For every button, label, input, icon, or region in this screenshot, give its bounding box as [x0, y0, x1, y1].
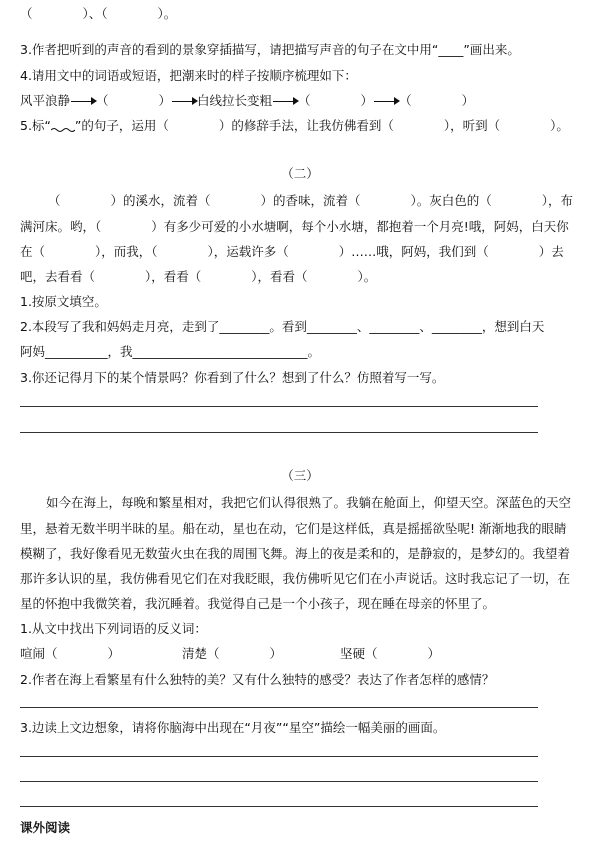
passage-line: 星的怀抱中我微笑着，我沉睡着。我觉得自己是一个小孩子，现在睡在母亲的怀里了。: [20, 596, 496, 611]
chain-step: （ ）: [298, 93, 374, 108]
answer-rule[interactable]: [20, 756, 538, 757]
passage-line: 里，悬着无数半明半昧的星。船在动，星也在动，它们是这样低，真是摇摇欲坠呢! 渐渐地我的眼睛: [20, 521, 567, 536]
chain-step: 风平浪静: [20, 93, 71, 108]
arrow-icon: [71, 101, 95, 102]
wavy-underline-icon: [51, 127, 75, 133]
passage-line: 模糊了，我好像看见无数萤火虫在我的周围飞舞。海上的夜是柔和的，是静寂的，是梦幻的。我望着: [20, 546, 571, 561]
question-3: 3.边读上文边想象，请将你脑海中出现在“月夜”“星空”描绘一幅美丽的画面。: [20, 720, 446, 735]
answer-rule[interactable]: [20, 432, 538, 433]
passage-line: 那许多认识的星，我仿佛看见它们在对我眨眼，我仿佛听见它们在小声说话。这时我忘记了一切，在: [20, 571, 571, 586]
question-3: 3.你还记得月下的某个情景吗？你看到了什么？想到了什么？仿照着写一写。: [20, 370, 445, 385]
answer-rule[interactable]: [20, 781, 538, 782]
chain-step: 白线拉长变粗: [197, 93, 273, 108]
chain-step: （ ）: [399, 93, 475, 108]
sequence-chain: [20, 93, 474, 109]
question-2: 2.本段写了我和妈妈走月亮，走到了________。看到________、________、________，想到白天: [20, 319, 545, 334]
answer-rule[interactable]: [20, 707, 538, 708]
antonym-item: 喧闹（ ）: [20, 646, 121, 661]
answer-rule[interactable]: [20, 806, 538, 807]
antonym-item: 清楚（ ）: [181, 646, 282, 661]
passage-line: 如今在海上，每晚和繁星相对，我把它们认得很熟了。我躺在舱面上，仰望天空。深蓝色的天空: [46, 495, 572, 510]
arrow-icon: [374, 101, 398, 102]
passage-line: 在（ ），而我，（ ），运载许多（ ）……哦，阿妈，我们到（ ）去: [20, 244, 564, 259]
answer-line: （ ）、（ ）。: [20, 6, 177, 21]
arrow-icon: [172, 101, 196, 102]
chain-step: （ ）: [96, 93, 172, 108]
question-4: 4.请用文中的词语或短语，把潮来时的样子按顺序梳理如下：: [20, 68, 357, 83]
answer-rule[interactable]: [20, 406, 538, 407]
arrow-icon: [273, 101, 297, 102]
footer-label: 课外阅读: [20, 820, 71, 835]
question-2: 2.作者在海上看繁星有什么独特的美？又有什么独特的感受？表达了作者怎样的感情？: [20, 672, 495, 687]
antonym-item: 坚硬（ ）: [339, 646, 440, 661]
passage-line: （ ）的溪水，流着（ ）的香味，流着（ ）。灰白色的（ ），布: [48, 193, 574, 208]
question-2-cont: 阿妈__________，我____________________________。: [20, 344, 321, 359]
passage-line: 满河床。哟，（ ）有多少可爱的小水塘啊，每个小水塘，都抱着一个月亮!哦，阿妈，白天你: [20, 219, 569, 234]
question-1: 1.按原文填空。: [20, 294, 107, 309]
question-1: 1.从文中找出下列词语的反义词：: [20, 621, 207, 636]
question-3: 3.作者把听到的声音的看到的景象穿插描写，请把描写声音的句子在文中用“____”画出来。: [20, 42, 520, 57]
antonym-row: [20, 646, 440, 662]
section-heading: （三）: [281, 468, 319, 483]
question-5: 5.标“ ”的句子，运用（ ）的修辞手法，让我仿佛看到（ ），听到（ ）。: [20, 118, 569, 133]
passage-line: 吧，去看看（ ），看看（ ），看看（ ）。: [20, 269, 377, 284]
section-heading: （二）: [281, 166, 319, 181]
